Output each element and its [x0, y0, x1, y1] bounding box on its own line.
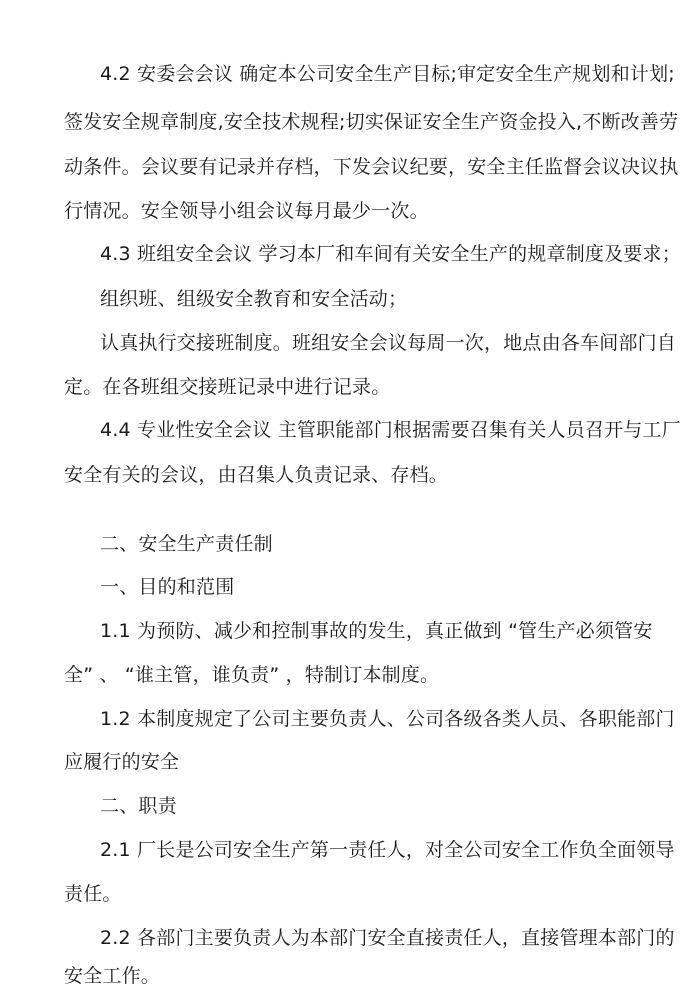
text-line-16: 应履行的安全	[64, 751, 180, 773]
text-line-10: 安全有关的会议，由召集人负责记录、存档。	[64, 464, 449, 486]
text-line-2: 签发安全规章制度,安全技术规程;切实保证安全生产资金投入,不断改善劳	[64, 111, 679, 133]
text-line-19: 责任。	[64, 883, 122, 905]
text-line-20: 2.2 各部门主要负责人为本部门安全直接责任人，直接管理本部门的	[100, 927, 675, 949]
text-line-15: 1.2 本制度规定了公司主要负责人、公司各级各类人员、各职能部门	[100, 708, 675, 730]
text-line-14: 全” 、 “谁主管，谁负责” ，特制订本制度。	[64, 664, 440, 686]
text-line-8: 定。在各班组交接班记录中进行记录。	[64, 376, 391, 398]
text-line-3: 动条件。会议要有记录并存档，下发会议纪要，安全主任监督会议决议执	[64, 156, 679, 178]
text-line-9: 4.4 专业性安全会议 主管职能部门根据需要召集有关人员召开与工厂	[100, 419, 681, 441]
text-line-13: 1.1 为预防、减少和控制事故的发生，真正做到 “管生产必须管安	[100, 620, 653, 642]
subheading-duties: 二、职责	[100, 795, 177, 817]
text-line-4: 行情况。安全领导小组会议每月最少一次。	[64, 200, 429, 222]
text-line-7: 认真执行交接班制度。班组安全会议每周一次，地点由各车间部门自	[100, 332, 677, 354]
text-line-5: 4.3 班组安全会议 学习本厂和车间有关安全生产的规章制度及要求；	[100, 243, 681, 265]
text-line-21: 安全工作。	[64, 965, 161, 987]
section-heading-responsibility: 二、安全生产责任制	[100, 533, 273, 555]
subheading-purpose-scope: 一、目的和范围	[100, 576, 235, 598]
text-line-18: 2.1 厂长是公司安全生产第一责任人，对全公司安全工作负全面领导	[100, 839, 675, 861]
text-line-1: 4.2 安委会会议 确定本公司安全生产目标;审定安全生产规划和计划;	[100, 63, 675, 85]
text-line-6: 组织班、组级安全教育和安全活动；	[100, 288, 408, 310]
